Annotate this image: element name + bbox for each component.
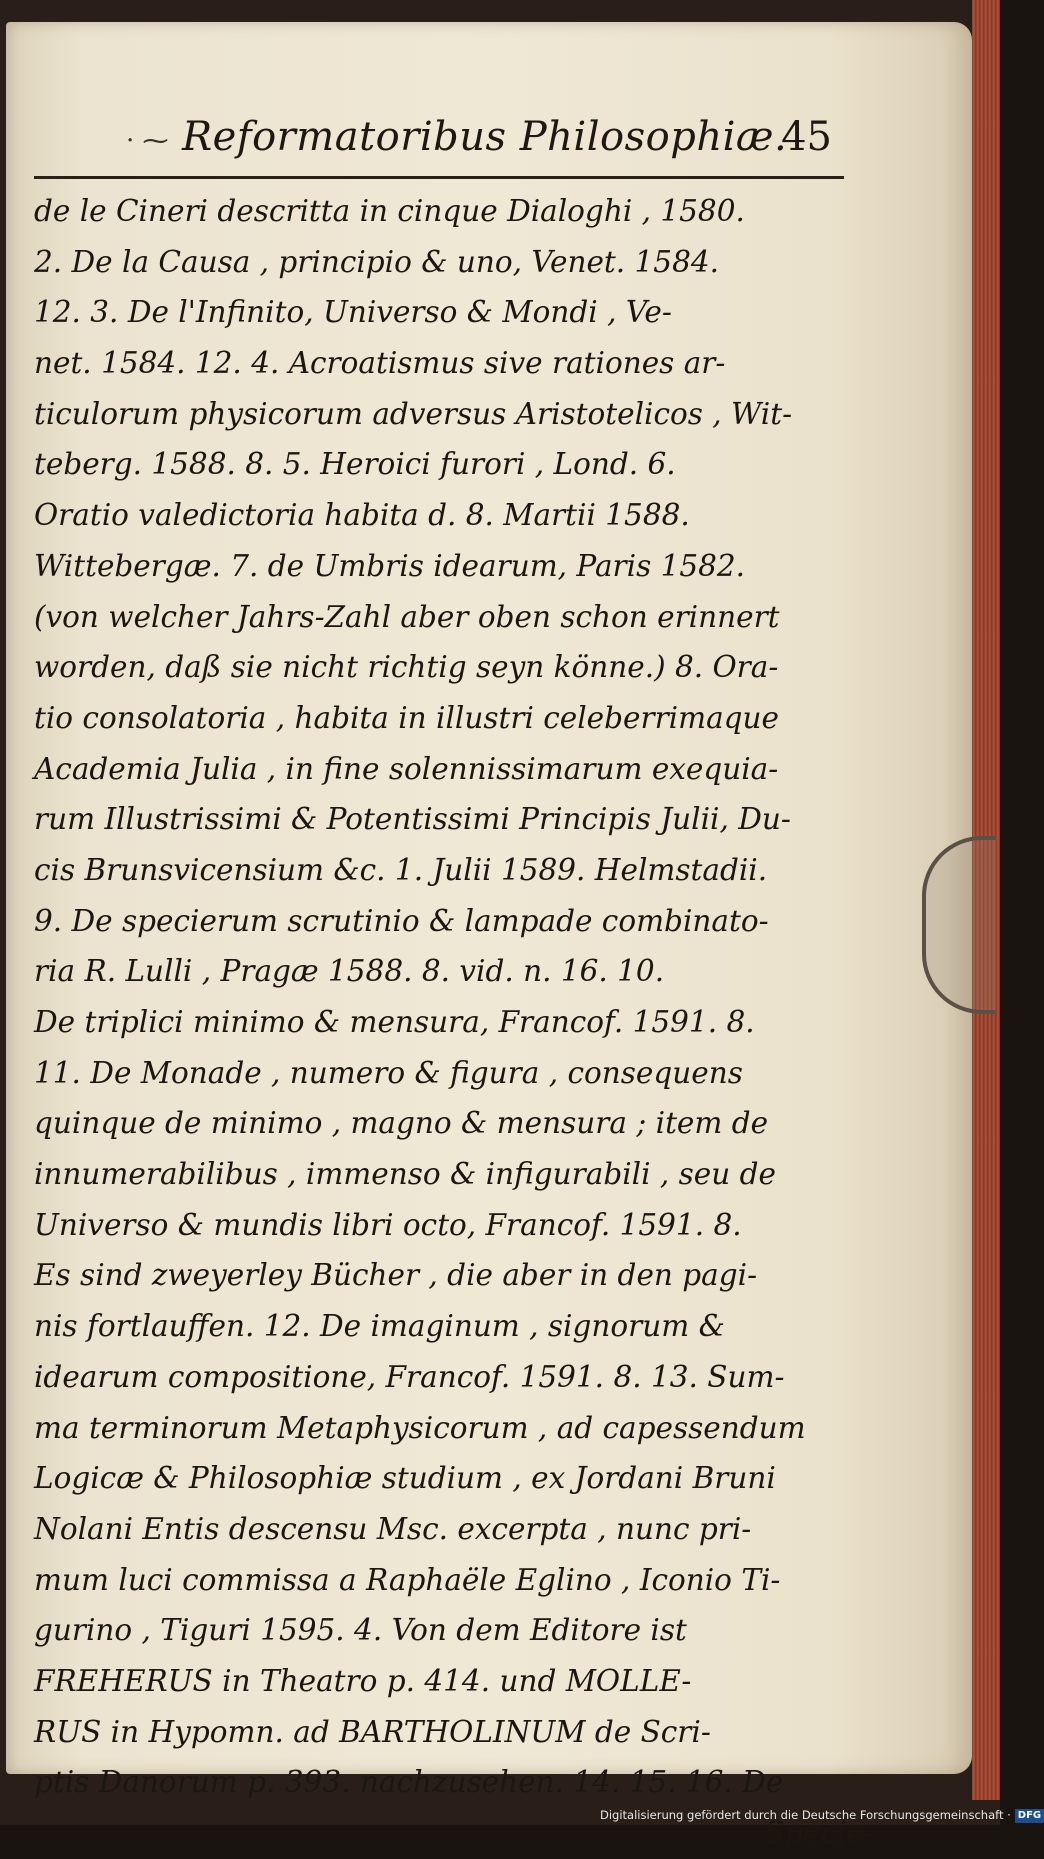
running-title: Reformatoribus Philosophiæ. [182,114,788,160]
text-line: innumerabilibus , immenso & infigurabili , seu de [34,1157,776,1192]
text-line: de le Cineri descritta in cinque Dialoghi , 1580. [34,194,745,228]
catchword: Specie- [764,1816,874,1850]
text-line: Academia Julia , in fine solennissimarum exequia- [34,751,779,786]
credit-text: Digitalisierung gefördert durch die Deutsche Forschungsgemeinschaft · [600,1808,1011,1822]
text-line: Es sind zweyerley Bücher , die aber in den pagi- [34,1258,758,1293]
text-line: RUS in Hypomn. ad BARTHOLINUM de Scri- [34,1714,711,1749]
text-line: 12. 3. De l'Infinito, Universo & Mondi , Ve- [34,295,672,330]
text-line: De triplici minimo & mensura, Francof. 1591. 8. [34,1005,755,1039]
dfg-logo: DFG [1015,1809,1044,1823]
text-line: gurino , Tiguri 1595. 4. Von dem Editore ist [34,1613,687,1648]
text-line: Oratio valedictoria habita d. 8. Martii 1588. [34,498,690,533]
text-line: idearum compositione, Francof. 1591. 8. 13. Sum- [34,1359,785,1394]
text-line: FREHERUS in Theatro p. 414. und MOLLE- [34,1663,692,1698]
text-line: quinque de minimo , magno & mensura ; item de [34,1106,769,1141]
digitization-credit [600,1805,1044,1825]
body-text [34,186,874,1859]
page-number: 45 [781,114,832,160]
text-line: mum luci commissa a Raphaële Eglino , Iconio Ti- [34,1562,781,1597]
text-line: teberg. 1588. 8. 5. Heroici furori , Lond. 6. [34,447,676,482]
page-clip [922,836,996,1014]
text-line: Nolani Entis descensu Msc. excerpta , nunc pri- [34,1511,752,1546]
text-line: Universo & mundis libri octo, Francof. 1591. 8. [34,1207,742,1242]
text-line: ticulorum physicorum adversus Aristotelicos , Wit- [34,396,793,431]
text-line: Wittebergæ. 7. de Umbris idearum, Paris 1582. [34,548,746,583]
text-line: (von welcher Jahrs-Zahl aber oben schon erinnert [34,599,780,634]
text-line: net. 1584. 12. 4. Acroatismus sive rationes ar- [34,346,726,381]
text-line: ptis Danorum p. 393. nachzusehen. 14. 15. 16. De [34,1765,784,1800]
text-line: ma terminorum Metaphysicorum , ad capessendum [34,1410,806,1445]
text-line: cis Brunsvicensium &c. 1. Julii 1589. Helmstadii. [34,852,768,887]
text-line: 2. De la Causa , principio & uno, Venet. 1584. [34,244,719,279]
text-line: rum Illustrissimi & Potentissimi Principis Julii, Du- [34,802,791,837]
text-line: nis fortlauffen. 12. De imaginum , signorum & [34,1309,725,1344]
text-line: Logicæ & Philosophiæ studium , ex Jordani Bruni [34,1461,776,1496]
text-line: 9. De specierum scrutinio & lampade combinato- [34,903,769,938]
running-head [34,114,844,179]
header-ornament: · ⁓ [126,126,169,156]
text-line: worden, daß sie nicht richtig seyn könne.) 8. Ora- [34,650,779,685]
text-line: 11. De Monade , numero & figura , consequens [34,1055,743,1090]
text-line: tio consolatoria , habita in illustri celeberrimaque [34,700,780,735]
text-line: ria R. Lulli , Pragæ 1588. 8. vid. n. 16. 10. [34,954,665,989]
